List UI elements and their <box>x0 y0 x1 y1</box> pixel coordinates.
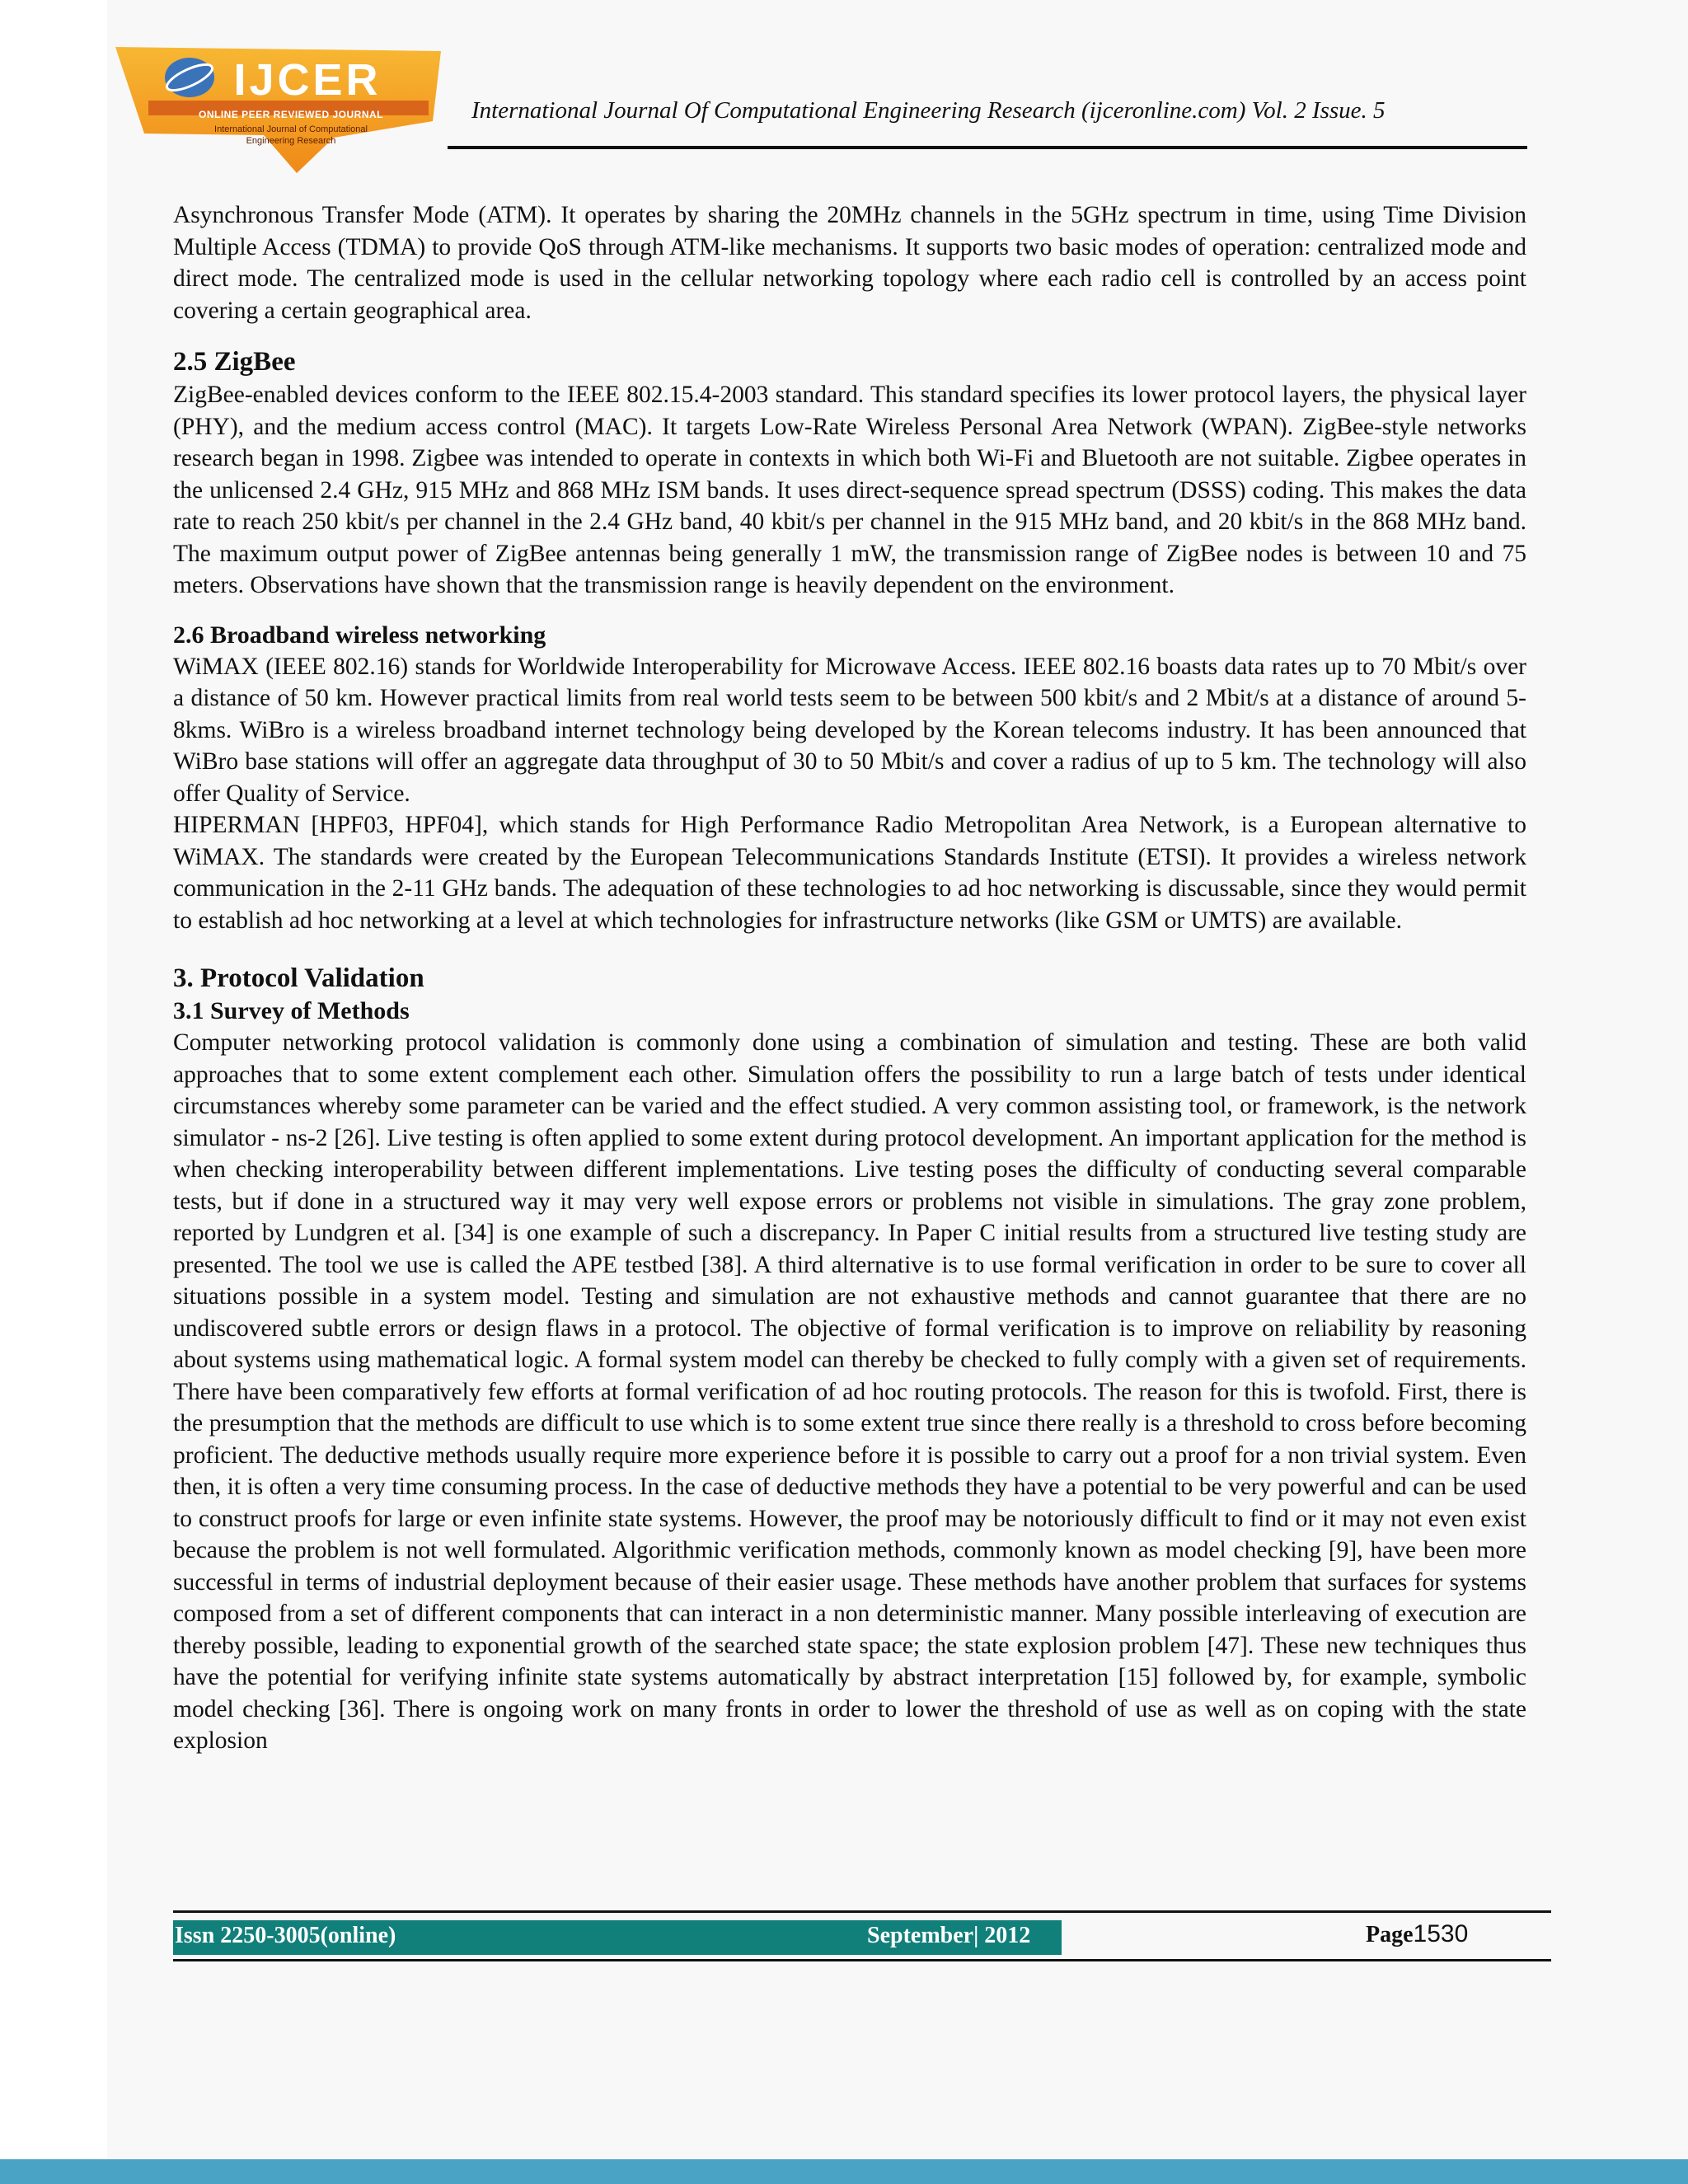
intro-paragraph: Asynchronous Transfer Mode (ATM). It operates by sharing the 20MHz channels in the 5GHz spectrum in time, using Time Division Multiple Access (TDMA) to provide QoS through ATM-like mechanisms. It supports two basic modes of operation: centralized mode and direct mode. The centralized mode is used in the cellular networking topology where each radio cell is controlled by an access point covering a certain geographical area. <box>173 202 1526 324</box>
article-body <box>173 199 1526 1757</box>
journal-logo <box>111 43 445 175</box>
logo-title: IJCER <box>233 55 382 105</box>
section-3-heading: 3. Protocol Validation <box>173 963 424 993</box>
section-2-5-paragraph: ZigBee-enabled devices conform to the IEEE 802.15.4-2003 standard. This standard specifies its lower protocol layers, the physical layer (PHY), and the medium access control (MAC). It targets Low-Rate Wireless Personal Area Network (WPAN). ZigBee-style networks research began in 1998. Zigbee was intended to operate in contexts in which both Wi-Fi and Bluetooth are not suitable. Zigbee operates in the unlicensed 2.4 GHz, 915 MHz and 868 MHz ISM bands. It uses direct-sequence spread spectrum (DSSS) coding. This makes the data rate to reach 250 kbit/s per channel in the 2.4 GHz band, 40 kbit/s per channel in the 915 MHz band, and 20 kbit/s in the 868 MHz band. The maximum output power of ZigBee antennas being generally 1 mW, the transmission range of ZigBee nodes is between 10 and 75 meters. Observations have shown that the transmission range is heavily dependent on the environment. <box>173 382 1526 598</box>
journal-running-header: International Journal Of Computational Engineering Research (ijceronline.com) Vol. 2 Issue. 5 <box>471 97 1386 124</box>
section-2-6-heading: 2.6 Broadband wireless networking <box>173 621 546 649</box>
logo-org-name <box>167 124 415 147</box>
footer-page-number <box>1366 1920 1468 1948</box>
logo-org-line2: Engineering Research <box>246 136 336 146</box>
section-3-1-paragraph: Computer networking protocol validation is commonly done using a combination of simulation and testing. These are both valid approaches that to some extent complement each other. Simulation offers the possibility to run a large batch of tests under identical circumstances whereby some parameter can be varied and the effect studied. A very common assisting tool, or framework, is the network simulator - ns-2 [26]. Live testing is often applied to some extent during protocol development. An important application for the method is when checking interoperability between different implementations. Live testing poses the difficulty of conducting several comparable tests, but if done in a structured way it may very well expose errors or problems not visible in simulations. The gray zone problem, reported by Lundgren et al. [34] is one example of such a discrepancy. In Paper C initial results from a structured live testing study are presented. The tool we use is called the APE testbed [38]. A third alternative is to use formal verification in order to be sure to cover all situations possible in a system model. Testing and simulation are not exhaustive methods and cannot guarantee that there are no undiscovered subtle errors or design flaws in a protocol. The objective of formal verification is to improve on reliability by reasoning about systems using mathematical logic. A formal system model can thereby be checked to fully comply with a given set of requirements. There have been comparatively few efforts at formal verification of ad hoc routing protocols. The reason for this is twofold. First, there is the presumption that the methods are difficult to use which is to some extent true since there really is a threshold to cross before becoming proficient. The deductive methods usually require more experience before it is possible to carry out a proof for a non trivial system. Even then, it is often a very time consuming process. In the case of deductive methods they have a potential to be very powerful and can be used to construct proofs for large or even infinite state systems. However, the proof may be notoriously difficult to find or it may not even exist because the problem is not well formulated. Algorithmic verification methods, commonly known as model checking [9], have been more successful in terms of industrial deployment because of their easier usage. These methods have another problem that surfaces for systems composed from a set of different components that can interact in a non deterministic manner. Many possible interleaving of execution are thereby possible, leading to exponential growth of the searched state space; the state explosion problem [47]. These new techniques thus have the potential for verifying infinite state systems automatically by abstract interpretation [15] followed by, for example, symbolic model checking [36]. There is ongoing work on many fronts in order to lower the threshold of use as well as on coping with the state explosion <box>173 1029 1526 1754</box>
section-2-6-paragraph-2: HIPERMAN [HPF03, HPF04], which stands for High Performance Radio Metropolitan Area Network, is a European alternative to WiMAX. The standards were created by the European Telecommunications Standards Institute (ETSI). It provides a wireless network communication in the 2-11 GHz bands. The adequation of these technologies to ad hoc networking is discussable, since they would permit to establish ad hoc networking at a level at which technologies for infrastructure networks (like GSM or UMTS) are available. <box>173 812 1526 934</box>
logo-org-line1: International Journal of Computational <box>214 124 368 134</box>
footer-bottom-rule <box>173 1959 1551 1961</box>
footer-issn: Issn 2250-3005(online) <box>175 1923 396 1948</box>
footer-top-rule <box>173 1910 1551 1913</box>
header-rule <box>448 146 1527 149</box>
section-2-5-heading: 2.5 ZigBee <box>173 347 296 377</box>
bottom-strip <box>0 2159 1688 2184</box>
footer-page-value: 1530 <box>1413 1920 1469 1947</box>
footer-page-label: Page <box>1366 1922 1414 1947</box>
section-3-1-heading: 3.1 Survey of Methods <box>173 997 410 1024</box>
section-2-6-paragraph-1: WiMAX (IEEE 802.16) stands for Worldwide Interoperability for Microwave Access. IEEE 802.16 boasts data rates up to 70 Mbit/s over a distance of 50 km. However practical limits from real world tests seem to be between 500 kbit/s and 2 Mbit/s at a distance of around 5-8kms. WiBro is a wireless broadband internet technology being developed by the Korean telecoms industry. It has been announced that WiBro base stations will offer an aggregate data throughput of 30 to 50 Mbit/s and cover a radius of up to 5 km. The technology will also offer Quality of Service. <box>173 653 1526 807</box>
logo-tagline: ONLINE PEER REVIEWED JOURNAL <box>198 109 384 120</box>
footer-date: September| 2012 <box>867 1923 1031 1948</box>
